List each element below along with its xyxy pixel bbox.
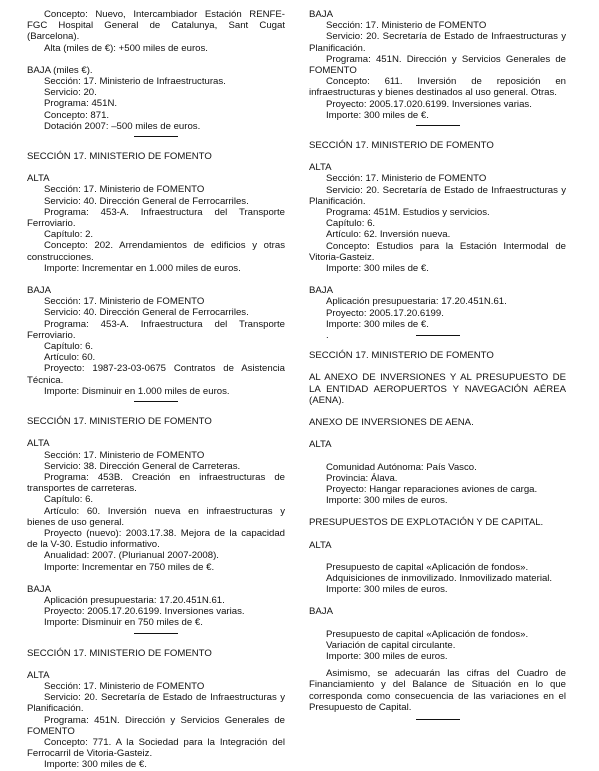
intro-alta: Alta (miles de €): +500 miles de euros. [44, 42, 208, 54]
text-line: Anualidad: 2007. (Plurianual 2007-2008). [44, 550, 219, 562]
text-line: Programa: 451M. Estudios y servicios. [326, 207, 490, 219]
text-line: Adquisiciones de inmovilizado. Inmovilizado material. [326, 572, 553, 584]
text-line: Importe: 300 miles de €. [326, 109, 429, 121]
text-line: Sección: 17. Ministerio de FOMENTO [326, 20, 487, 32]
text-line: Sección: 17. Ministerio de FOMENTO [44, 296, 205, 308]
text-line: Concepto: 611. Inversión de reposición en infraestructuras y bienes destinados al uso general. Otras. [309, 76, 566, 99]
text-line: Importe: 300 miles de euros. [326, 584, 448, 596]
alta-lines [309, 462, 566, 507]
text-line: Importe: Incrementar en 1.000 miles de euros. [44, 262, 241, 274]
text-line: Servicio: 40. Dirección General de Ferrocarriles. [44, 307, 249, 319]
text-line: Importe: Disminuir en 750 miles de €. [44, 617, 203, 629]
text-line: Aplicación presupuestaria: 17.20.451N.61. [326, 296, 507, 308]
text-line: Comunidad Autónoma: País Vasco. [326, 461, 477, 473]
separator [134, 401, 178, 402]
section-title: SECCIÓN 17. MINISTERIO DE FOMENTO [309, 350, 494, 362]
text-line: Importe: 300 miles de €. [326, 318, 429, 330]
text-line: Artículo: 60. [44, 352, 96, 364]
text-line: Dotación 2007: –500 miles de euros. [44, 120, 201, 132]
anexo-title: ANEXO DE INVERSIONES DE AENA. [309, 417, 474, 429]
text-line: Programa: 451N. Dirección y Servicios Generales de FOMENTO [309, 53, 566, 77]
text-line: Proyecto: 2005.17.20.6199. Inversiones varias. [44, 606, 245, 618]
alta-heading: ALTA [27, 669, 50, 681]
text-line: Servicio: 20. Secretaría de Estado de Infraestructuras y Planificación. [27, 692, 285, 715]
text-line: Importe: 300 miles de €. [326, 263, 429, 275]
separator [416, 719, 460, 720]
text-line: Importe: Disminuir en 1.000 miles de euros. [44, 385, 230, 397]
baja1-heading: BAJA (miles €). [27, 64, 93, 76]
alta-heading: ALTA [27, 173, 50, 185]
text-line: Concepto: Estudios para la Estación Intermodal de Vitoria-Gasteiz. [309, 240, 566, 263]
text-line: Sección: 17. Ministerio de FOMENTO [326, 173, 487, 185]
text-line: Presupuesto de capital «Aplicación de fondos». [326, 628, 529, 640]
baja-heading: BAJA [309, 606, 333, 618]
text-line: Sección: 17. Ministerio de FOMENTO [44, 680, 205, 692]
text-line: Sección: 17. Ministerio de FOMENTO [44, 184, 205, 196]
alta-lines [27, 681, 285, 771]
text-line: Servicio: 20. Secretaría de Estado de Infraestructuras y Planificación. [309, 184, 566, 207]
right-column [309, 9, 566, 734]
text-line: Variación de capital circulante. [326, 639, 456, 651]
separator [134, 633, 178, 634]
text-line: Capítulo: 2. [44, 229, 94, 241]
text-line: Proyecto (nuevo): 2003.17.38. Mejora de la capacidad de la V-30. Estudio informativo. [27, 527, 285, 551]
text-line: Proyecto: 2005.17.020.6199. Inversiones varias. [326, 98, 532, 110]
baja-heading: BAJA [27, 583, 51, 595]
alta-lines [27, 450, 285, 573]
closing-paragraph: Asimismo, se adecuarán las cifras del Cuadro de Financiamiento y del Balance de Situación en lo que corresponda como consecuencia de las variaciones en el Presupuesto de Capital. [309, 668, 566, 713]
section-title: SECCIÓN 17. MINISTERIO DE FOMENTO [309, 140, 494, 152]
text-line: Capítulo: 6. [44, 341, 94, 353]
text-line: Servicio: 20. [44, 87, 97, 99]
text-line: Importe: 300 miles de euros. [326, 495, 448, 507]
separator [416, 125, 460, 126]
text-line: Programa: 453-A. Infraestructura del Transporte Ferroviario. [27, 318, 285, 341]
alta-heading: ALTA [309, 162, 332, 174]
text-line: Artículo: 60. Inversión nueva en infraestructuras y bienes de uso general. [27, 505, 285, 528]
text-line: Concepto: 871. [44, 109, 110, 121]
alta-heading: ALTA [27, 438, 50, 450]
alta-lines [27, 184, 285, 274]
text-line: Importe: 300 miles de euros. [326, 650, 448, 662]
text-line: Capítulo: 6. [44, 494, 94, 506]
text-line: Programa: 451N. Dirección y Servicios Generales de FOMENTO [27, 714, 285, 737]
text-line: Presupuesto de capital «Aplicación de fondos». [326, 561, 529, 573]
text-line: Proyecto: 1987-23-03-0675 Contratos de Asistencia Técnica. [27, 363, 285, 386]
baja-lines [27, 296, 285, 397]
text-line: Programa: 453B. Creación en infraestructuras de transportes de carreteras. [27, 471, 285, 495]
text-line: Aplicación presupuestaria: 17.20.451N.61. [44, 594, 225, 606]
section-title: SECCIÓN 17. MINISTERIO DE FOMENTO [27, 151, 212, 163]
text-line: Programa: 451N. [44, 98, 118, 110]
baja-lines [309, 629, 566, 663]
presupuestos-title: PRESUPUESTOS DE EXPLOTACIÓN Y DE CAPITAL. [309, 517, 544, 529]
left-column [27, 9, 285, 771]
baja-lines [309, 20, 566, 121]
baja-lines [309, 296, 566, 330]
baja1-lines [27, 76, 285, 132]
anexo-intro: AL ANEXO DE INVERSIONES Y AL PRESUPUESTO DE LA ENTIDAD AEROPUERTOS Y NAVEGACIÓN AÉREA (AENA). [309, 372, 566, 406]
text-line: Sección: 17. Ministerio de Infraestructuras. [44, 76, 226, 88]
alta-heading: ALTA [309, 439, 332, 451]
stray-dot: . [326, 330, 329, 342]
alta-heading: ALTA [309, 539, 332, 551]
text-line: Provincia: Álava. [326, 472, 398, 484]
text-line: Proyecto: Hangar reparaciones aviones de carga. [326, 483, 538, 495]
text-line: Servicio: 40. Dirección General de Ferrocarriles. [44, 195, 249, 207]
separator [416, 335, 460, 336]
text-line: Importe: 300 miles de €. [44, 759, 147, 771]
baja-lines [27, 595, 285, 629]
alta-lines [309, 173, 566, 274]
section-title: SECCIÓN 17. MINISTERIO DE FOMENTO [27, 647, 212, 659]
intro-concepto: Concepto: Nuevo, Intercambiador Estación RENFE-FGC Hospital General de Catalunya, Sant Cugat (Barcelona). [27, 9, 285, 43]
baja-heading: BAJA [309, 9, 333, 20]
text-line: Sección: 17. Ministerio de FOMENTO [44, 449, 205, 461]
text-line: Capítulo: 6. [326, 218, 376, 230]
text-line: Proyecto: 2005.17.20.6199. [326, 307, 444, 319]
baja-heading: BAJA [309, 285, 333, 297]
separator [134, 136, 178, 137]
alta-lines [309, 562, 566, 596]
text-line: Artículo: 62. Inversión nueva. [326, 229, 451, 241]
text-line: Importe: Incrementar en 750 miles de €. [44, 561, 215, 573]
section-title: SECCIÓN 17. MINISTERIO DE FOMENTO [27, 416, 212, 428]
text-line: Servicio: 38. Dirección General de Carreteras. [44, 460, 241, 472]
text-line: Concepto: 202. Arrendamientos de edificios y otras construcciones. [27, 240, 285, 263]
baja-heading: BAJA [27, 285, 51, 297]
text-line: Programa: 453-A. Infraestructura del Transporte Ferroviario. [27, 206, 285, 230]
text-line: Servicio: 20. Secretaría de Estado de Infraestructuras y Planificación. [309, 31, 566, 54]
text-line: Concepto: 771. A la Sociedad para la Integración del Ferrocarril de Vitoria-Gasteiz. [27, 736, 285, 760]
